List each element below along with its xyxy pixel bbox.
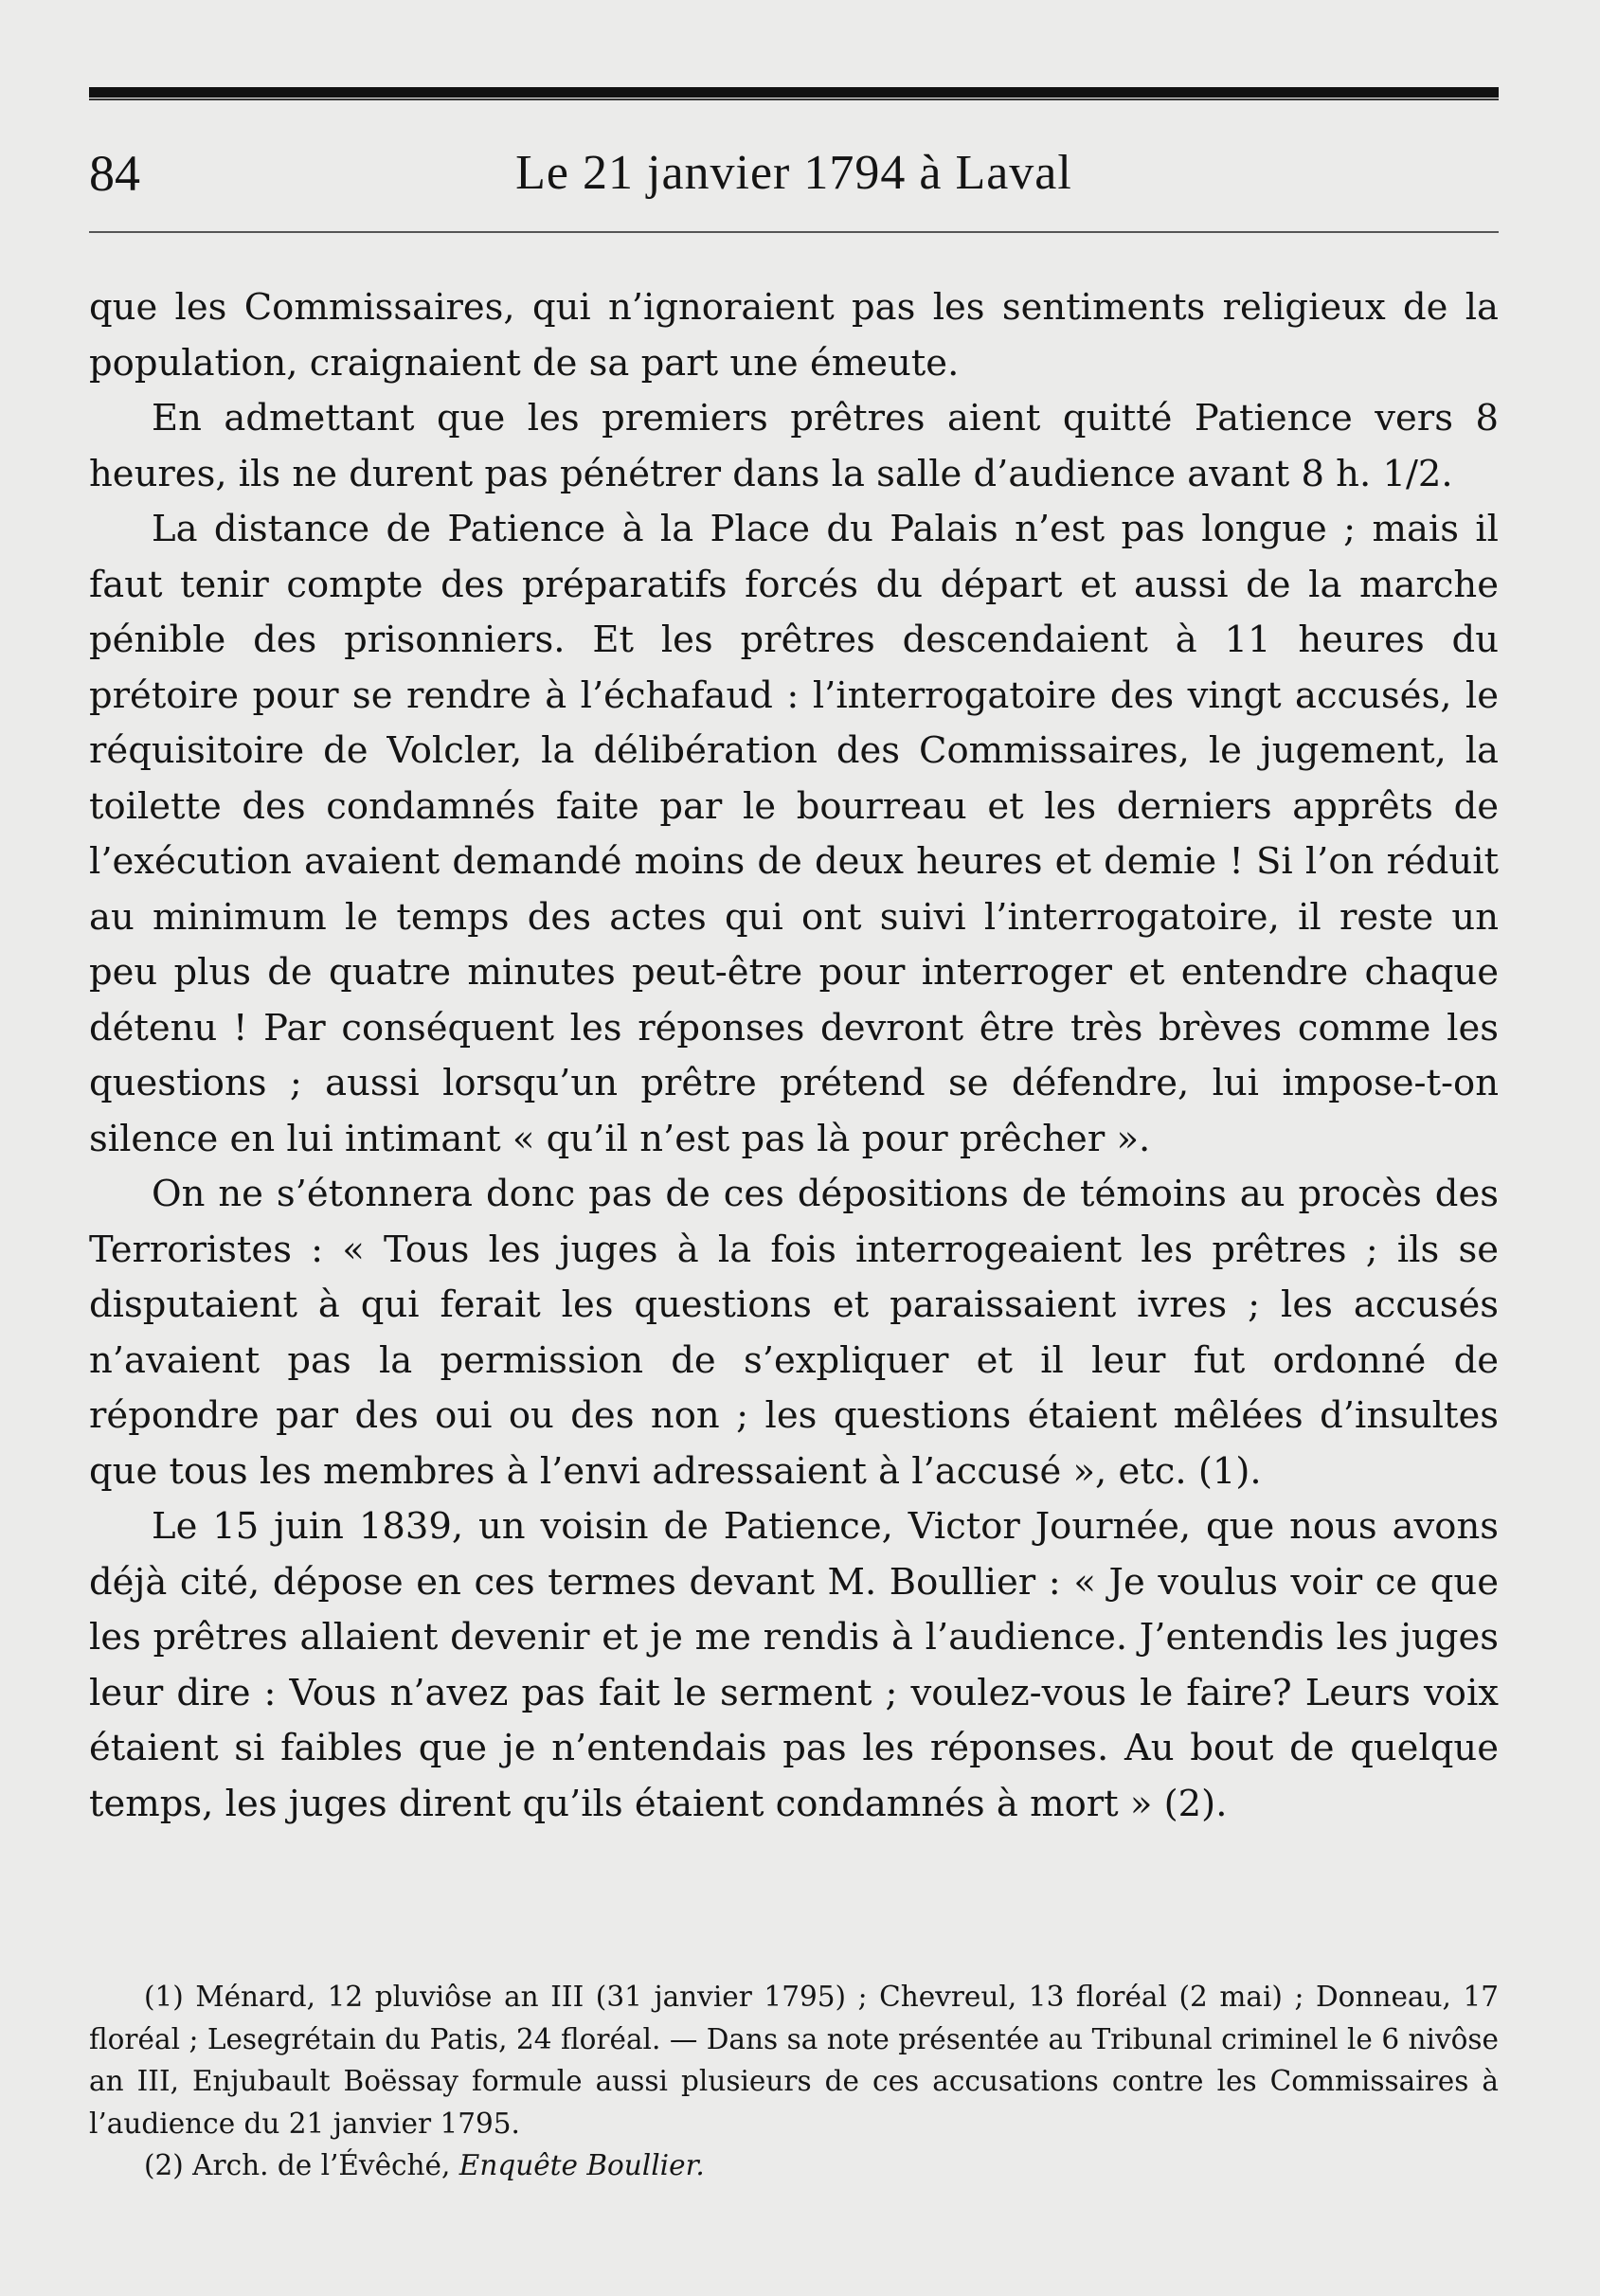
paragraph-arrival-time: En admettant que les premiers prêtres aient quitté Patience vers 8 heures, ils ne durent pas pénétrer dans la salle d’audience avant 8 h. 1/2. (89, 397, 1499, 495)
page-header (89, 140, 1499, 206)
paragraph-witness-depositions: On ne s’étonnera donc pas de ces dépositions de témoins au procès des Terroristes : « Tous les juges à la fois interrogeaient les prêtres ; ils se disputaient à qui ferait les questions et paraissaient ivres ; les accusés n’avaient pas la permission de s’expliquer et il leur fut ordonné de répondre par des oui ou des non ; les questions étaient mêlées d’insultes que tous les membres à l’envi adressaient à l’accusé », etc. (1). (89, 1173, 1499, 1493)
footnote-2-source: (2) Arch. de l’Évêché, (144, 2149, 451, 2181)
paragraph-time-analysis: La distance de Patience à la Place du Palais n’est pas longue ; mais il faut tenir compte des préparatifs forcés du départ et aussi de la marche pénible des prisonniers. Et les prêtres descendaient à 11 heures du prétoire pour se rendre à l’échafaud : l’interrogatoire des vingt accusés, le réquisitoire de Volcler, la délibération des Commissaires, le jugement, la toilette des condamnés faite par le bourreau et les derniers apprêts de l’exécution avaient demandé moins de deux heures et demie ! Si l’on réduit au minimum le temps des actes qui ont suivi l’interrogatoire, il reste un peu plus de quatre minutes peut-être pour interroger et entendre chaque détenu ! Par conséquent les réponses devront être très brèves comme les questions ; aussi lorsqu’un prêtre prétend se défendre, lui impose-t-on silence en lui intimant « qu’il n’est pas là pour prêcher ». (89, 508, 1499, 1160)
header-underline-rule (89, 231, 1499, 233)
paragraph-victor-journee: Le 15 juin 1839, un voisin de Patience, Victor Journée, que nous avons déjà cité, dépose en ces termes devant M. Boullier : « Je voulus voir ce que les prêtres allaient devenir et je me rendis à l’audience. J’entendis les juges leur dire : Vous n’avez pas fait le serment ; voulez-vous le faire? Leurs voix étaient si faibles que je n’entendais pas les réponses. Au bout de quelque temps, les juges dirent qu’ils étaient condamnés à mort » (2). (89, 1505, 1499, 1825)
paragraph-continuation: que les Commissaires, qui n’ignoraient pas les sentiments religieux de la population, craignaient de sa part une émeute. (89, 286, 1499, 385)
running-title: Le 21 janvier 1794 à Laval (515, 146, 1072, 200)
footnote-2-title: Enquête Boullier. (458, 2149, 705, 2181)
footnote-1: (1) Ménard, 12 pluviôse an III (31 janvier 1795) ; Chevreul, 13 floréal (2 mai) ; Donneau, 17 floréal ; Lesegrétain du Patis, 24 floréal. — Dans sa note présentée au Tribunal criminel le 6 nivôse an III, Enjubault Boëssay formule aussi plusieurs de ces accusations contre les Commissaires à l’audience du 21 janvier 1795. (89, 1981, 1499, 2140)
footnote-2 (89, 2144, 1499, 2187)
main-text (89, 280, 1499, 1832)
footnotes (89, 1976, 1499, 2187)
header-thin-rule (89, 99, 1499, 100)
page-number: 84 (89, 145, 140, 202)
header-thick-rule (89, 87, 1499, 98)
